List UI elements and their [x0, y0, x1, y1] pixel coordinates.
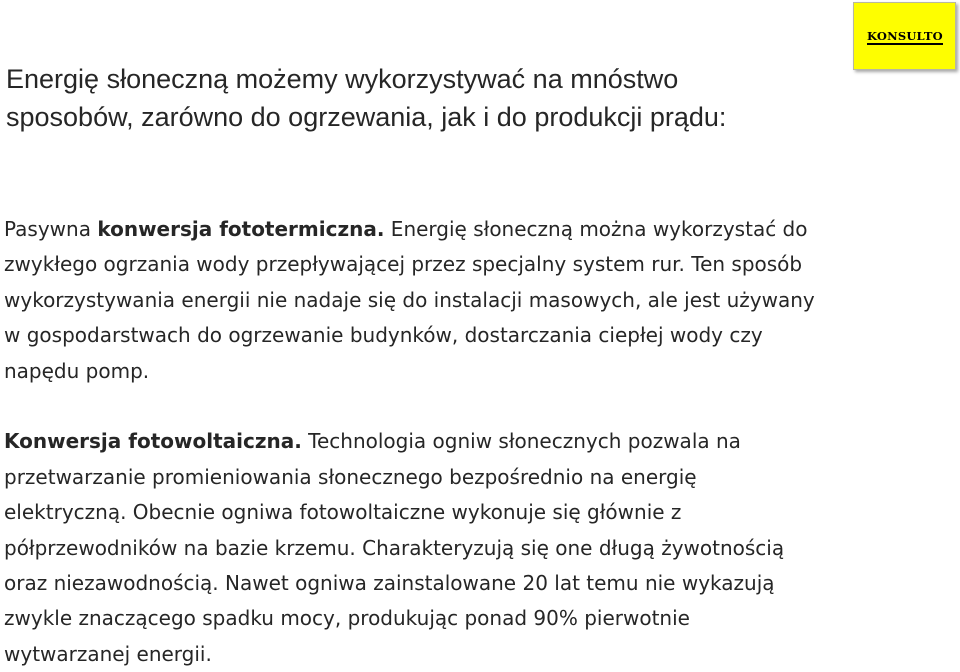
paragraph-line: przetwarzanie promieniowania słonecznego bezpośrednio na energię: [4, 464, 697, 489]
konsulto-logo: [853, 2, 956, 70]
logo-text: KONSULTO: [867, 29, 943, 43]
title-line-2: sposobów, zarówno do ogrzewania, jak i do produkcji prądu:: [6, 102, 727, 132]
slide-title: [6, 60, 836, 136]
paragraph-line: oraz niezawodnością. Nawet ogniwa zainstalowane 20 lat temu nie wykazują: [4, 571, 775, 596]
term-photovoltaic: Konwersja fotowoltaiczna.: [4, 429, 302, 454]
paragraph-line: [4, 424, 954, 459]
text-run: Technologia ogniw słonecznych pozwala na: [301, 429, 741, 454]
paragraph-line: napędu pomp.: [4, 358, 150, 383]
paragraph-line: zwykle znaczącego spadku mocy, produkując ponad 90% pierwotnie: [4, 606, 690, 631]
paragraph-line: wykorzystywania energii nie nadaje się do instalacji masowych, ale jest używany: [4, 287, 815, 312]
paragraph-spacer: [4, 389, 954, 424]
title-line-1: Energię słoneczną możemy wykorzystywać na mnóstwo: [6, 64, 679, 94]
slide-body: [4, 212, 954, 672]
paragraph-line: zwykłego ogrzania wody przepływającej przez specjalny system rur. Ten sposób: [4, 252, 803, 277]
text-run: Energię słoneczną można wykorzystać do: [384, 217, 808, 241]
paragraph-line: półprzewodników na bazie krzemu. Charakteryzują się one długą żywotnością: [4, 535, 785, 560]
paragraph-line: wytwarzanej energii.: [4, 641, 212, 666]
paragraph-line: w gospodarstwach do ogrzewanie budynków, dostarczania ciepłej wody czy: [4, 323, 763, 348]
paragraph-passive-conversion: [4, 212, 954, 389]
text-run: Pasywna: [4, 217, 98, 241]
paragraph-line: [4, 212, 954, 247]
paragraph-photovoltaic-conversion: [4, 424, 954, 672]
paragraph-line: elektryczną. Obecnie ogniwa fotowoltaiczne wykonuje się głównie z: [4, 500, 682, 525]
term-photothermal: konwersja fototermiczna.: [97, 217, 385, 241]
